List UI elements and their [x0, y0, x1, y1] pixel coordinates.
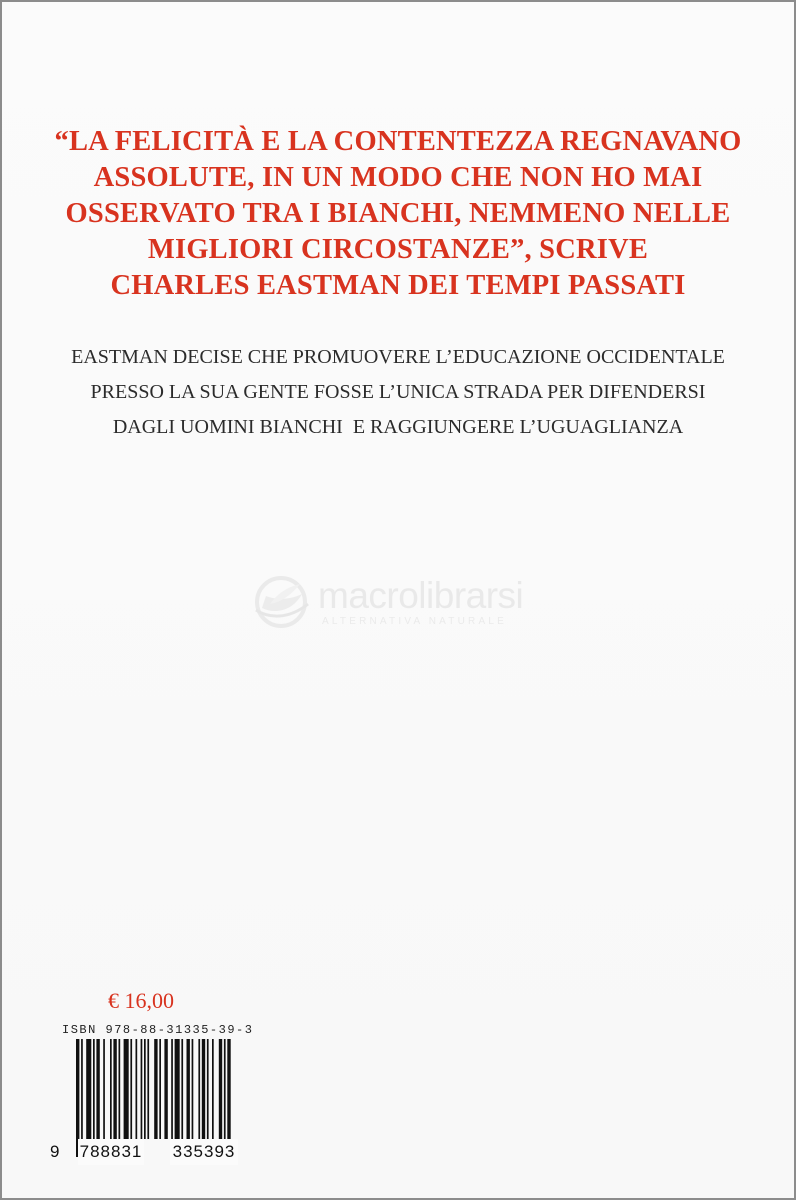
barcode-bar: [93, 1039, 95, 1139]
isbn-label: ISBN 978-88-31335-39-3: [62, 1023, 254, 1037]
price-label: € 16,00: [108, 988, 174, 1013]
cover-quote: [2, 124, 794, 304]
barcode-bar: [136, 1039, 138, 1139]
watermark-name: macrolibrarsi: [318, 575, 524, 616]
barcode-bar: [113, 1039, 116, 1139]
barcode-bar: [144, 1039, 146, 1139]
barcode-bar: [175, 1039, 180, 1139]
barcode-bar: [164, 1039, 167, 1139]
barcode-bar: [141, 1039, 143, 1139]
barcode-bar: [212, 1039, 214, 1139]
barcode-bar: [154, 1039, 157, 1139]
barcode-first-digit: 9: [50, 1142, 60, 1161]
barcode-bar: [219, 1039, 222, 1139]
barcode-bar: [86, 1039, 91, 1139]
barcode-bar: [96, 1039, 99, 1139]
barcode-bar: [202, 1039, 205, 1139]
barcode-bar: [103, 1039, 105, 1139]
barcode-bar: [119, 1039, 121, 1139]
barcode-right-group: 335393: [170, 1139, 238, 1165]
quote-line: MIGLIORI CIRCOSTANZE”, SCRIVE: [147, 234, 649, 265]
blurb-line: EASTMAN DECISE CHE PROMUOVERE L’EDUCAZIONE OCCIDENTALE: [71, 346, 725, 368]
quote-line: CHARLES EASTMAN DEI TEMPI PASSATI: [110, 270, 686, 301]
barcode-bar: [171, 1039, 173, 1139]
quote-line: “LA FELICITÀ E LA CONTENTEZZA REGNAVANO: [54, 126, 742, 157]
quote-line: ASSOLUTE, IN UN MODO CHE NON HO MAI: [93, 162, 703, 193]
barcode-bar: [198, 1039, 200, 1139]
blurb-line: DAGLI UOMINI BIANCHI E RAGGIUNGERE L’UGUAGLIANZA: [112, 416, 684, 438]
leaf-swirl-logo-icon: [252, 574, 312, 630]
blurb-line: PRESSO LA SUA GENTE FOSSE L’UNICA STRADA PER DIFENDERSI: [90, 381, 706, 403]
barcode-bar: [187, 1039, 190, 1139]
barcode-bar: [110, 1039, 112, 1139]
barcode-bar: [181, 1039, 183, 1139]
barcode-left-group: 788831: [78, 1139, 144, 1165]
barcode-bar: [130, 1039, 132, 1139]
barcode-bar: [224, 1039, 226, 1139]
watermark: [252, 574, 552, 634]
barcode-bar: [159, 1039, 161, 1139]
barcode-digits: [50, 1139, 250, 1165]
barcode-bar: [124, 1039, 129, 1139]
quote-line: OSSERVATO TRA I BIANCHI, NEMMENO NELLE: [65, 198, 731, 229]
cover-blurb: [2, 340, 794, 445]
watermark-tagline: ALTERNATIVA NATURALE: [322, 616, 507, 627]
barcode-bar: [147, 1039, 149, 1139]
barcode-bar: [192, 1039, 194, 1139]
barcode-bar: [207, 1039, 209, 1139]
